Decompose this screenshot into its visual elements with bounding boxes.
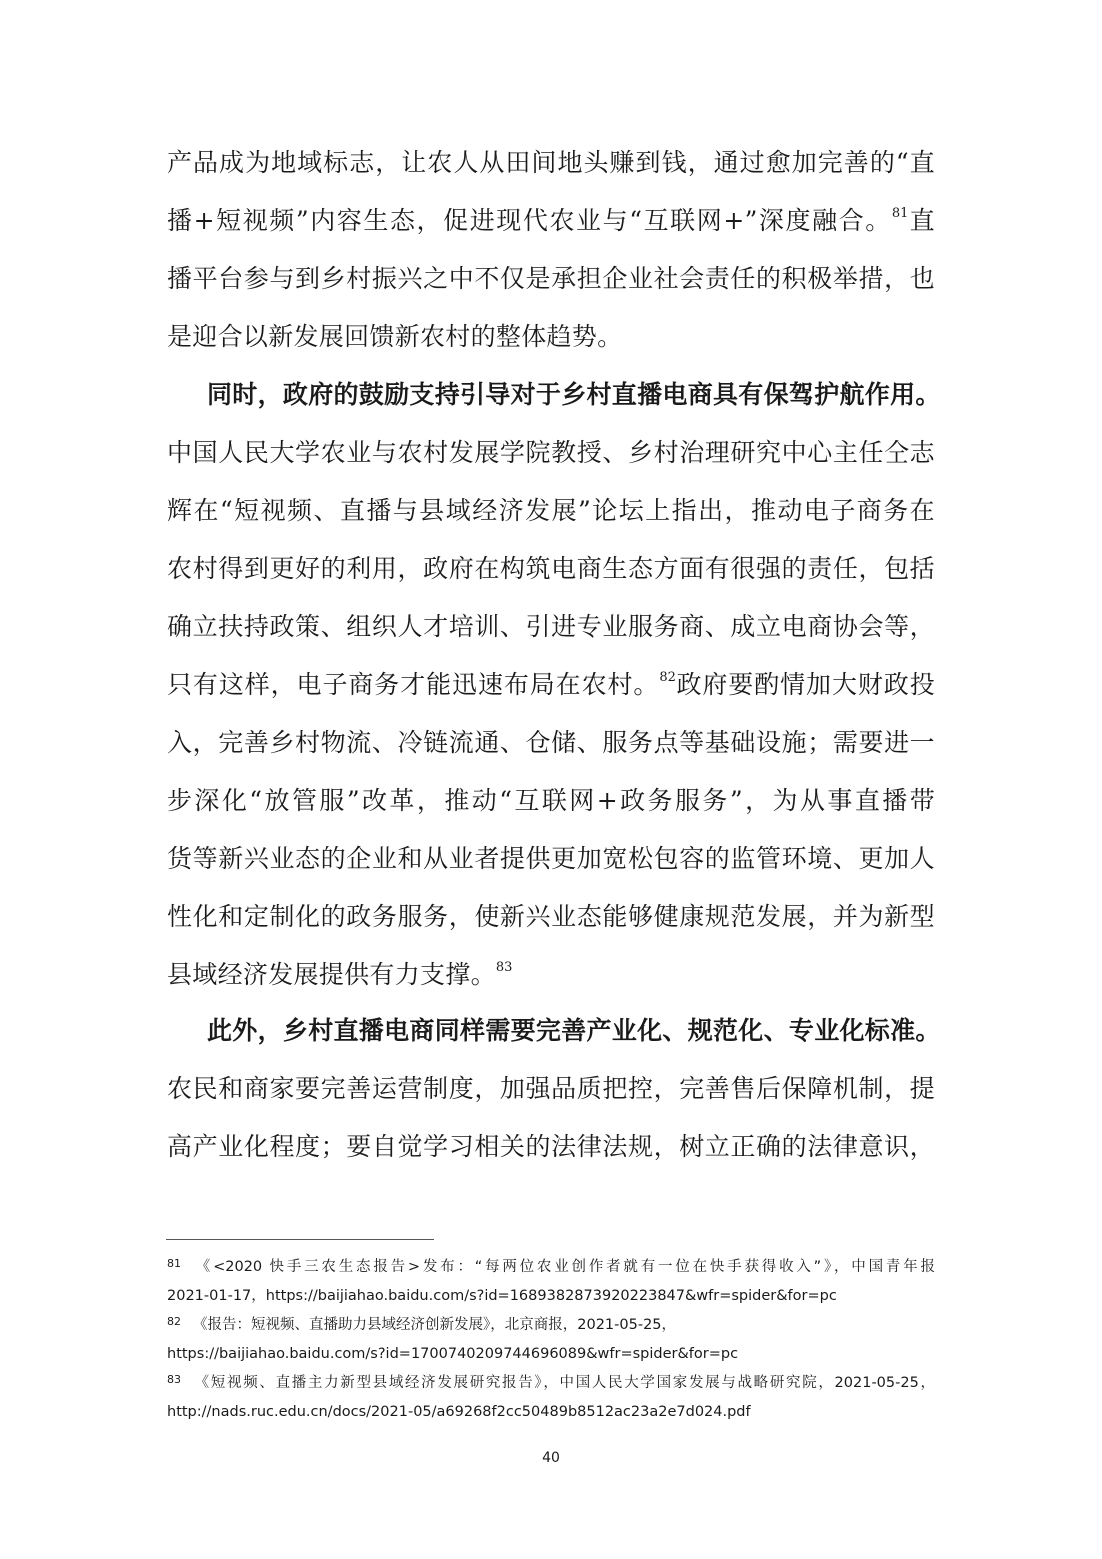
body-line: 辉在“短视频、直播与县域经济发展”论坛上指出，推动电子商务在	[167, 496, 935, 525]
body-line: 县域经济发展提供有力支撑。$^{83}$	[167, 959, 513, 989]
body-line: 中国人民大学农业与农村发展学院教授、乡村治理研究中心主任仝志	[167, 438, 935, 467]
paragraph-heading: 同时，政府的鼓励支持引导对于乡村直播电商具有保驾护航作用。	[207, 380, 941, 409]
body-line: 性化和定制化的政务服务，使新兴业态能够健康规范发展，并为新型	[167, 902, 935, 931]
footnote-81: $^{81}$ 《<2020 快手三农生态报告>发布：“每两位农业创作者就有一位在快手获得收入”》，中国青年报	[167, 1257, 935, 1275]
footnote-number: 83	[167, 1373, 181, 1386]
body-line: 货等新兴业态的企业和从业者提供更加宽松包容的监管环境、更加人	[167, 844, 935, 873]
body-line: 确立扶持政策、组织人才培训、引进专业服务商、成立电商协会等，	[167, 612, 935, 641]
footnote-number: 81	[167, 1257, 181, 1270]
footnote-82-link[interactable]: https://baijiahao.baidu.com/s?id=1700740209744696089&wfr=spider&for=pc	[167, 1346, 739, 1362]
body-line: 是迎合以新发展回馈新农村的整体趋势。	[167, 322, 623, 351]
footnote-ref-82[interactable]: 82	[659, 669, 676, 685]
body-line: 步深化“放管服”改革，推动“互联网+政务服务”，为从事直播带	[167, 786, 935, 815]
page-number: 40	[542, 1450, 560, 1466]
body-line: 播+短视频”内容生态，促进现代农业与“互联网+”深度融合。$^{81}$直	[167, 205, 935, 235]
footnote-number: 82	[167, 1315, 181, 1328]
body-line: 入，完善乡村物流、冷链流通、仓储、服务点等基础设施；需要进一	[167, 728, 935, 757]
footnote-ref-83[interactable]: 83	[495, 959, 513, 975]
footnote-ref-81[interactable]: 81	[891, 205, 909, 221]
body-line: 农村得到更好的利用，政府在构筑电商生态方面有很强的责任，包括	[167, 554, 935, 583]
footnote-separator	[166, 1239, 434, 1240]
body-line: 只有这样，电子商务才能迅速布局在农村。$^{82}$政府要酌情加大财政投	[167, 669, 935, 699]
footnote-82: $^{82}$ 《报告：短视频、直播助力县域经济创新发展》，北京商报，2021-05-25，	[167, 1315, 677, 1333]
paragraph-heading: 此外，乡村直播电商同样需要完善产业化、规范化、专业化标准。	[207, 1016, 941, 1045]
footnote-81-link[interactable]: 2021-01-17，https://baijiahao.baidu.com/s?id=1689382873920223847&wfr=spider&for=pc	[167, 1288, 837, 1304]
body-line: 高产业化程度；要自觉学习相关的法律法规，树立正确的法律意识，	[167, 1132, 935, 1161]
body-line: 播平台参与到乡村振兴之中不仅是承担企业社会责任的积极举措，也	[167, 264, 935, 293]
footnote-83-link[interactable]: http://nads.ruc.edu.cn/docs/2021-05/a69268f2cc50489b8512ac23a2e7d024.pdf	[167, 1404, 751, 1420]
body-line: 产品成为地域标志，让农人从田间地头赚到钱，通过愈加完善的“直	[167, 148, 935, 177]
footnote-83: $^{83}$ 《短视频、直播主力新型县域经济发展研究报告》，中国人民大学国家发展与战略研究院，2021-05-25，	[167, 1373, 935, 1391]
body-line: 农民和商家要完善运营制度，加强品质把控，完善售后保障机制，提	[167, 1074, 935, 1103]
